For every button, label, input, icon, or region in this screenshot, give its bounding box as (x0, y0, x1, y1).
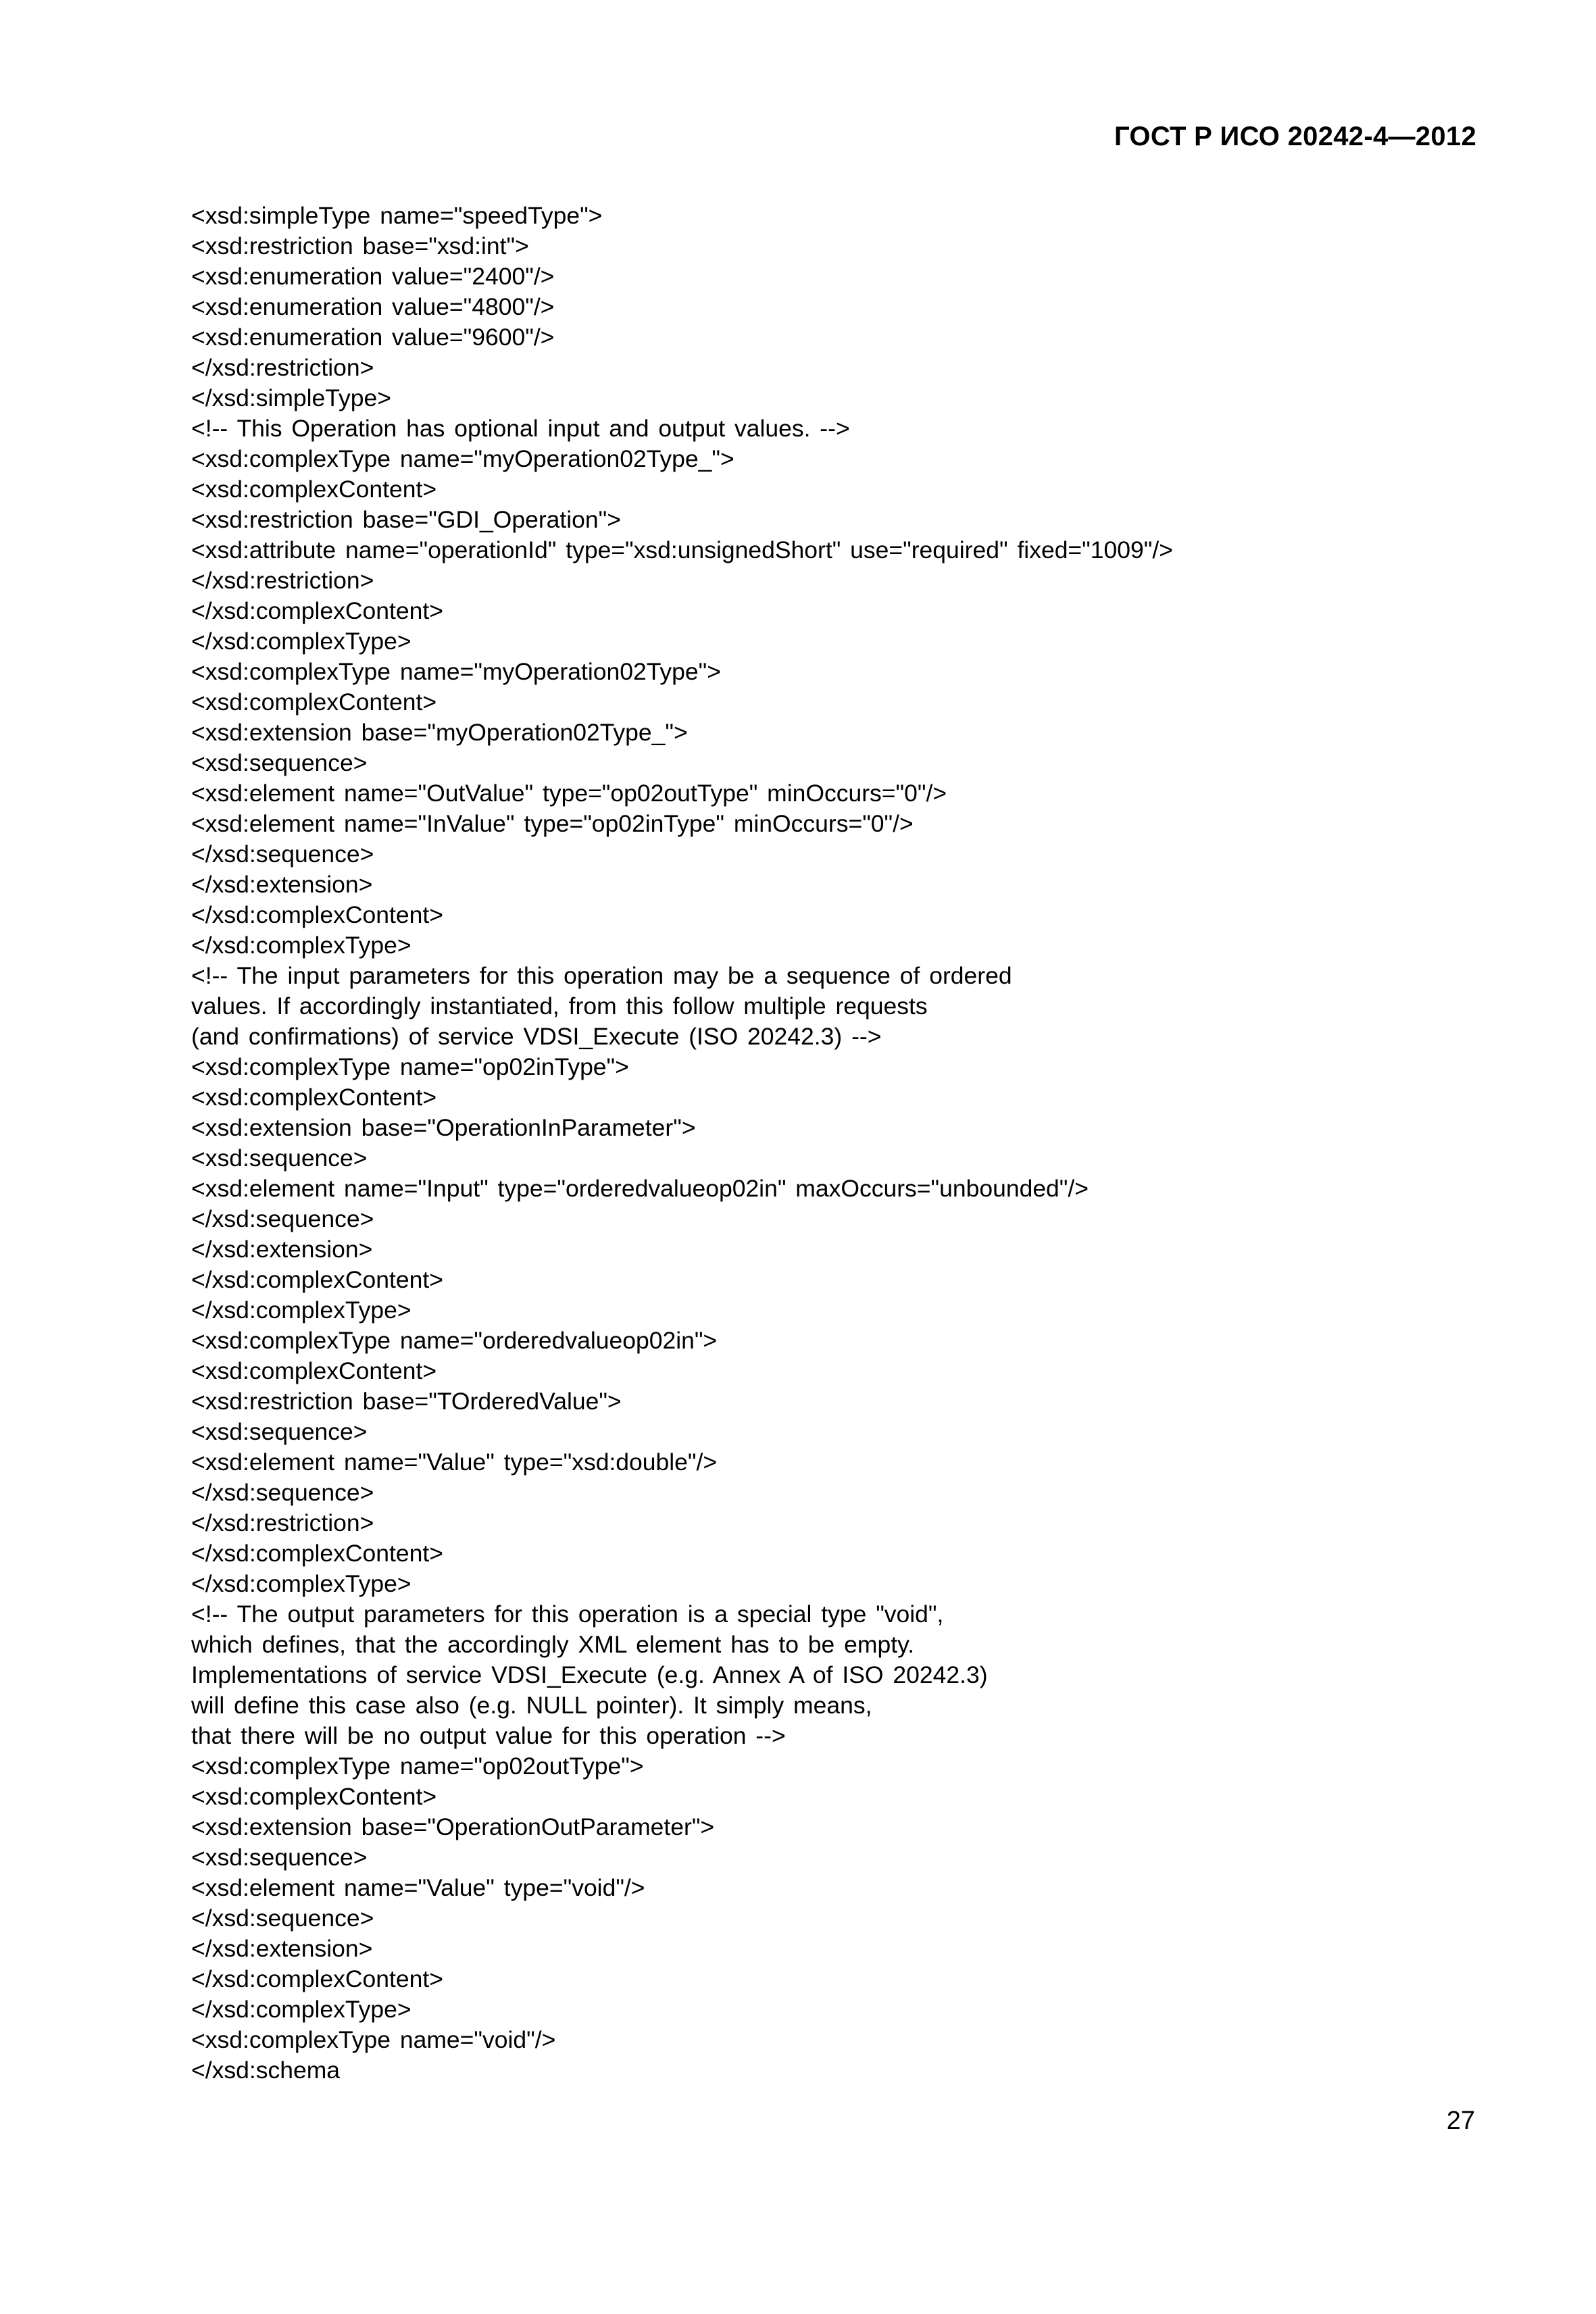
code-line: <xsd:complexContent> (191, 476, 437, 503)
code-line: values. If accordingly instantiated, from this follow multiple requests (191, 992, 928, 1020)
code-line: <xsd:complexType name="myOperation02Type_"> (191, 445, 734, 472)
code-line: </xsd:sequence> (191, 1205, 374, 1232)
code-line: <xsd:complexContent> (191, 1084, 437, 1111)
code-line: </xsd:complexType> (191, 1297, 412, 1324)
code-line: </xsd:sequence> (191, 1905, 374, 1932)
code-line: </xsd:complexContent> (191, 1266, 443, 1293)
code-line: </xsd:complexContent> (191, 597, 443, 624)
code-line: </xsd:restriction> (191, 1509, 374, 1536)
code-line: <xsd:complexType name="op02outType"> (191, 1753, 644, 1780)
code-line: <xsd:enumeration value="2400"/> (191, 263, 555, 290)
code-line: <xsd:restriction base="GDI_Operation"> (191, 506, 621, 533)
code-line: <xsd:complexContent> (191, 1783, 437, 1810)
code-line: <xsd:extension base="OperationInParameter"> (191, 1114, 696, 1141)
code-line: <xsd:attribute name="operationId" type="xsd:unsignedShort" use="required" fixed="1009"/> (191, 536, 1173, 563)
code-line: <xsd:complexType name="myOperation02Type"> (191, 658, 721, 685)
code-line: <xsd:sequence> (191, 1844, 368, 1871)
code-line: </xsd:extension> (191, 1935, 373, 1962)
code-line: <xsd:element name="InValue" type="op02inType" minOccurs="0"/> (191, 810, 914, 837)
code-line: <xsd:element name="Input" type="orderedvalueop02in" maxOccurs="unbounded"/> (191, 1175, 1089, 1202)
code-line: </xsd:sequence> (191, 840, 374, 867)
code-line: <xsd:restriction base="TOrderedValue"> (191, 1388, 622, 1415)
code-line: </xsd:complexType> (191, 932, 412, 959)
xsd-code-listing (191, 201, 1475, 2086)
code-line: <xsd:element name="Value" type="xsd:double"/> (191, 1449, 718, 1476)
code-line: <xsd:element name="OutValue" type="op02outType" minOccurs="0"/> (191, 780, 947, 807)
code-line: </xsd:complexType> (191, 628, 412, 655)
code-line: </xsd:extension> (191, 1236, 373, 1263)
code-line: <xsd:enumeration value="4800"/> (191, 293, 555, 320)
code-line: <xsd:sequence> (191, 1145, 368, 1172)
code-line: <xsd:extension base="OperationOutParameter"> (191, 1813, 715, 1840)
code-line: </xsd:complexContent> (191, 901, 443, 928)
code-line: <!-- This Operation has optional input and output values. --> (191, 415, 850, 442)
code-line: </xsd:restriction> (191, 354, 374, 381)
code-line: <xsd:complexContent> (191, 688, 437, 715)
code-line: <xsd:sequence> (191, 1418, 368, 1445)
code-line: <!-- The input parameters for this operation may be a sequence of ordered (191, 962, 1012, 989)
page-number: 27 (1446, 2107, 1475, 2135)
code-line: </xsd:restriction> (191, 567, 374, 594)
code-line: </xsd:schema (191, 2057, 341, 2084)
code-line: that there will be no output value for this operation --> (191, 1722, 786, 1749)
code-line: <xsd:complexType name="orderedvalueop02in"> (191, 1327, 718, 1354)
code-line: will define this case also (e.g. NULL pointer). It simply means, (191, 1692, 872, 1719)
code-line: <xsd:complexType name="op02inType"> (191, 1053, 629, 1080)
code-line: <!-- The output parameters for this operation is a special type "void", (191, 1601, 944, 1628)
code-line: </xsd:complexType> (191, 1996, 412, 2023)
code-line: (and confirmations) of service VDSI_Execute (ISO 20242.3) --> (191, 1023, 882, 1050)
code-line: Implementations of service VDSI_Execute (e.g. Annex A of ISO 20242.3) (191, 1661, 988, 1688)
code-line: </xsd:simpleType> (191, 384, 391, 411)
code-line: </xsd:complexContent> (191, 1965, 443, 1992)
code-line: which defines, that the accordingly XML element has to be empty. (191, 1631, 915, 1658)
code-line: </xsd:sequence> (191, 1479, 374, 1506)
code-line: <xsd:complexType name="void"/> (191, 2026, 556, 2053)
code-line: </xsd:complexContent> (191, 1540, 443, 1567)
code-line: <xsd:simpleType name="speedType"> (191, 202, 603, 229)
standard-id-header: ГОСТ Р ИСО 20242-4—2012 (1114, 122, 1476, 151)
code-line: <xsd:sequence> (191, 749, 368, 776)
code-line: </xsd:extension> (191, 871, 373, 898)
code-line: <xsd:enumeration value="9600"/> (191, 324, 555, 351)
code-line: <xsd:extension base="myOperation02Type_"> (191, 719, 688, 746)
code-line: <xsd:element name="Value" type="void"/> (191, 1874, 645, 1901)
code-line: </xsd:complexType> (191, 1570, 412, 1597)
code-line: <xsd:complexContent> (191, 1357, 437, 1384)
code-line: <xsd:restriction base="xsd:int"> (191, 232, 529, 259)
